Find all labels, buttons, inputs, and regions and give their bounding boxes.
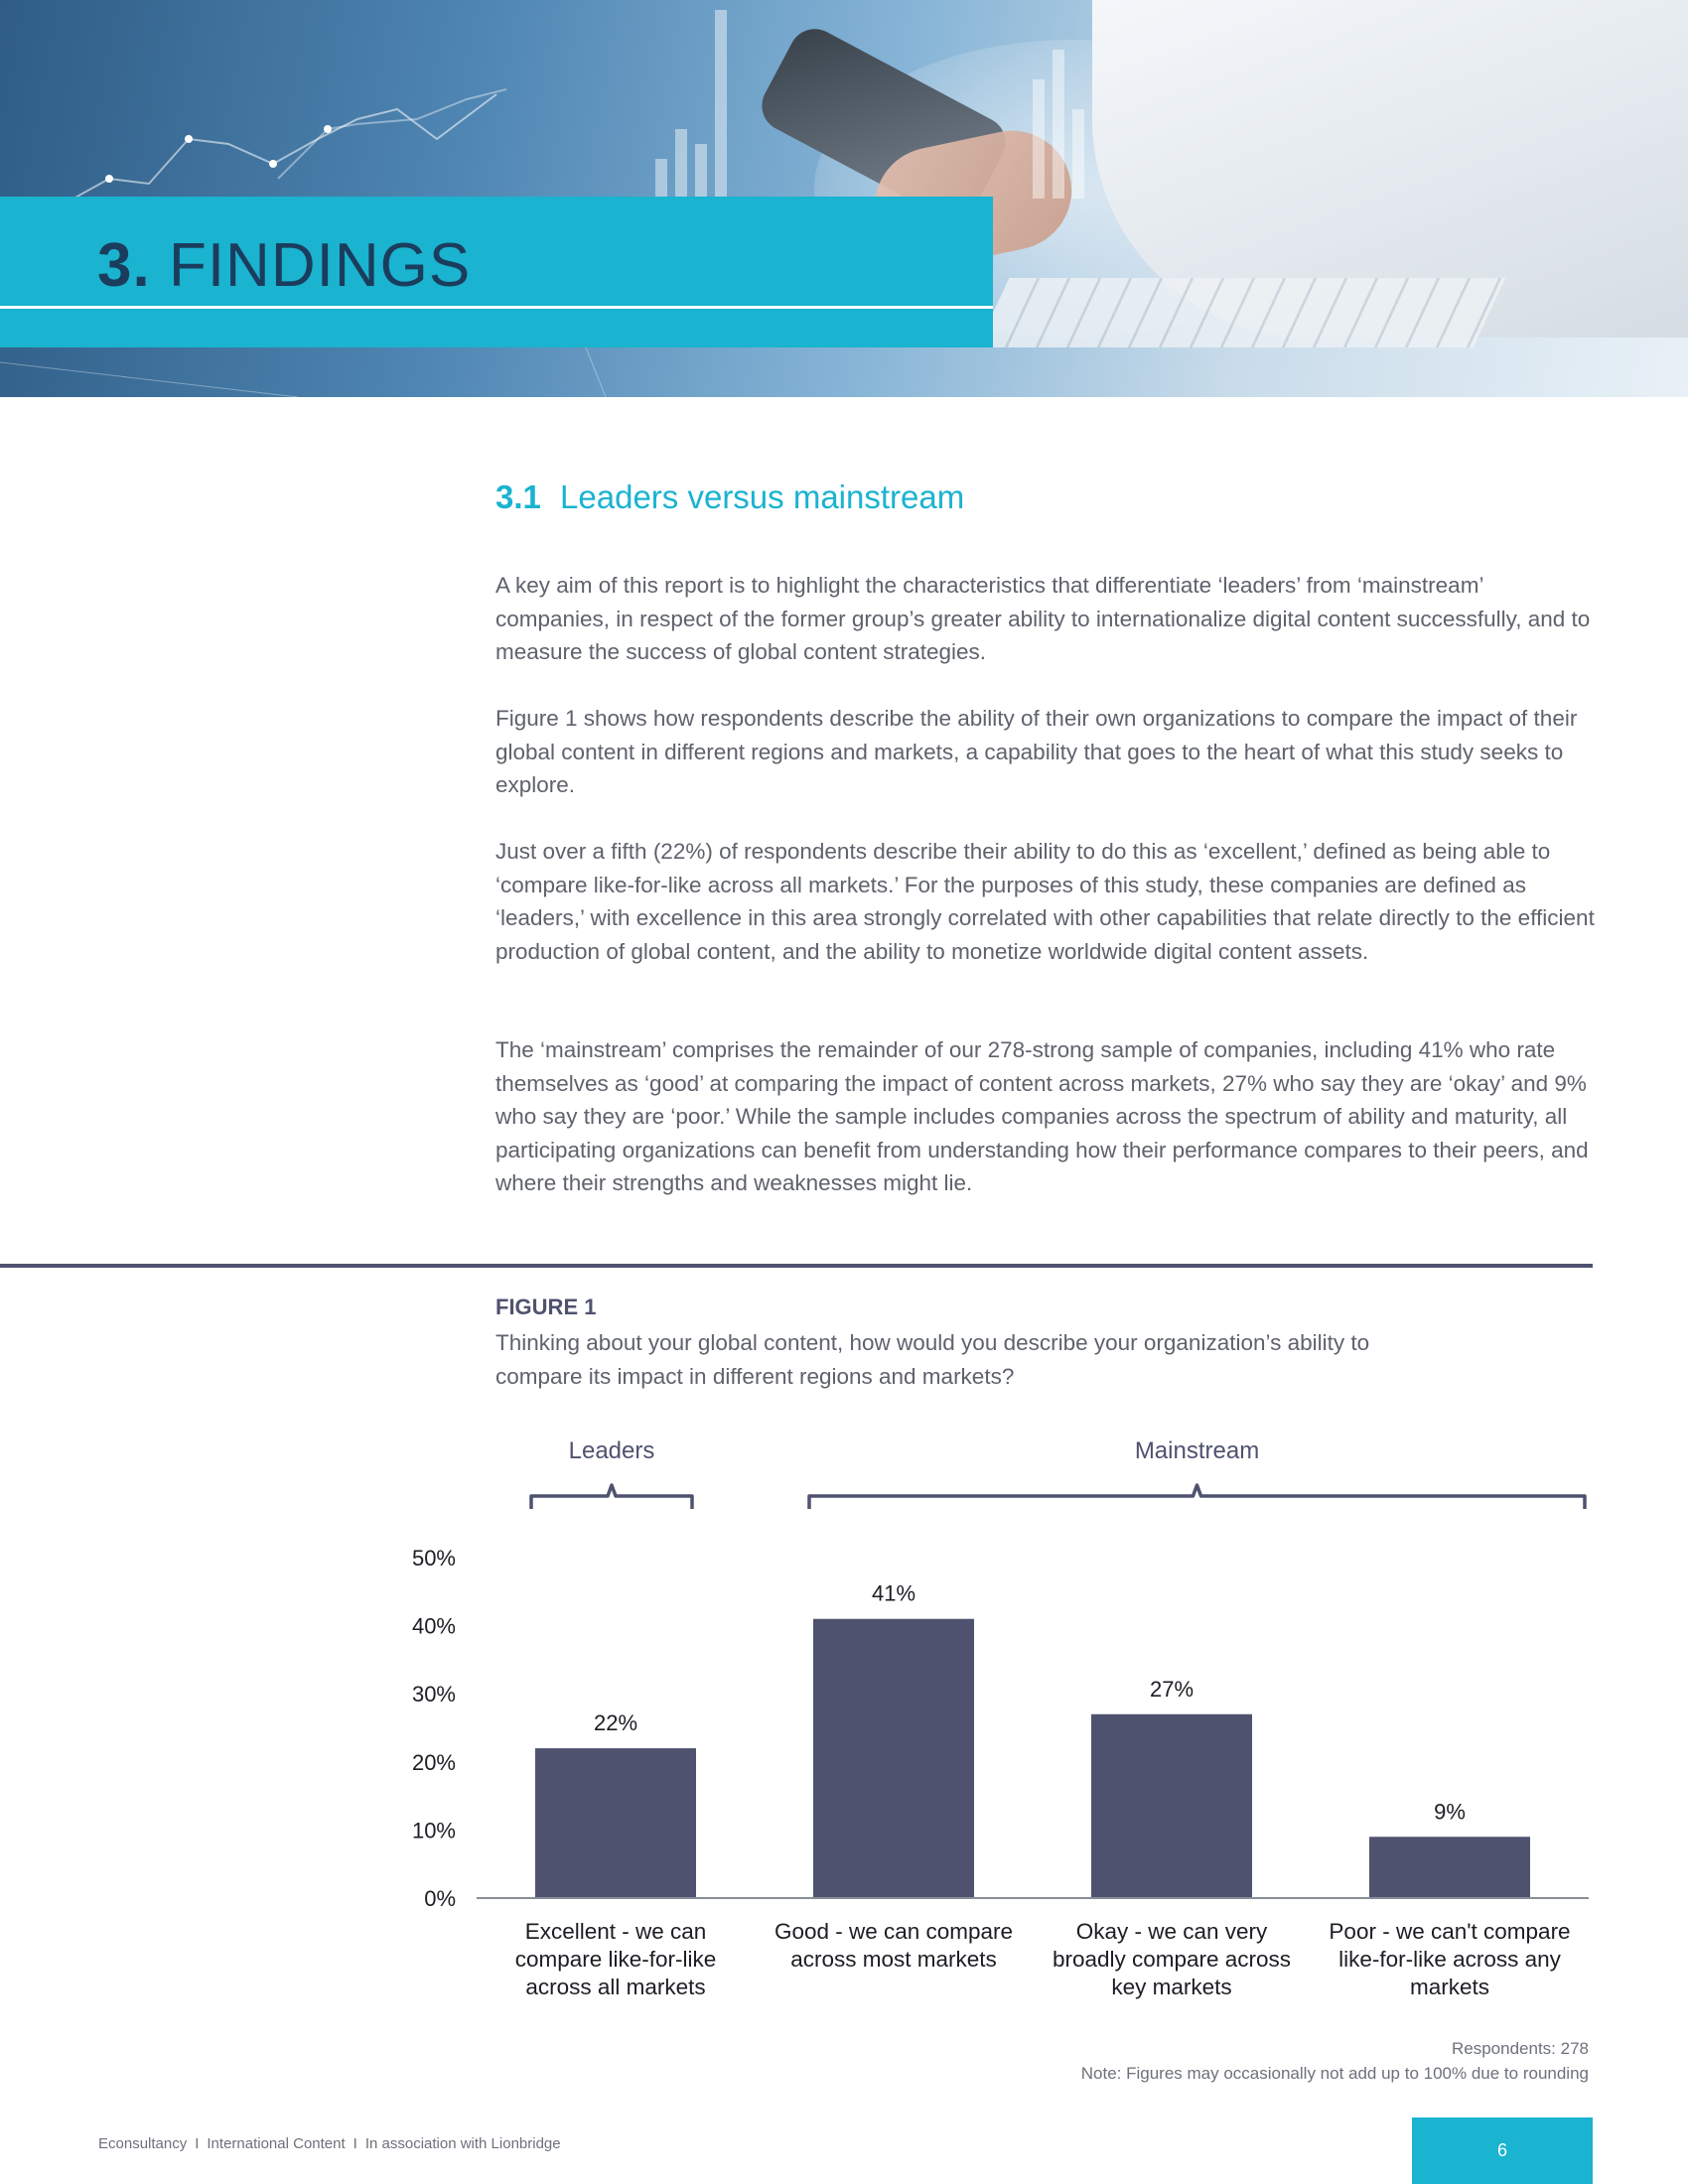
body-paragraph: The ‘mainstream’ comprises the remainder of our 278-strong sample of companies, including 41% who rate themselves as ‘good’ at comparing the impact of content across markets, 27% who say they are ‘okay’ and 9% who say they are ‘poor.’ While the sample includes companies across the spectrum of ability and maturity, all participating organizations can benefit from understanding how their performance compares to their peers, and where their strengths and weaknesses might lie. [495,1037,1589,1195]
category-label: Good - we can compare across most markets [774,1919,1014,1972]
y-tick-label: 20% [411,1749,456,1775]
subsection-number: 3.1 [495,478,541,515]
bar [1369,1837,1530,1898]
rounding-note: Note: Figures may occasionally not add up to 100% due to rounding [1080,2064,1589,2083]
y-tick-label: 10% [411,1818,456,1843]
y-tick-label: 30% [411,1682,456,1707]
body-paragraph: Figure 1 shows how respondents describe the ability of their own organizations to compare the impact of their global content in different regions and markets, a capability that goes to the heart of what this study seeks to explore. [495,706,1578,797]
y-tick-label: 0% [424,1886,456,1911]
footer [98,2135,561,2152]
section-title-text: FINDINGS [168,231,472,300]
footer-separator: I [195,2135,200,2152]
bar-value-label: 22% [593,1710,638,1736]
page-number: 6 [1496,2140,1507,2160]
footer-publisher: Econsultancy [98,2135,188,2152]
respondents-note: Respondents: 278 [1452,2039,1589,2058]
figure-question: Thinking about your global content, how would you describe your organization’s ability to compare its impact in different regions and markets? [495,1330,1370,1389]
y-tick-label: 40% [411,1613,456,1639]
bar-value-label: 9% [1434,1799,1466,1825]
y-tick-label: 50% [411,1546,456,1570]
group-label: Mainstream [1134,1437,1260,1464]
bar-value-label: 27% [1149,1676,1195,1702]
footer-partner: In association with Lionbridge [364,2135,561,2152]
footer-separator: I [352,2135,357,2152]
category-label: Poor - we can't compare like-for-like across any markets [1329,1919,1571,1999]
section-number: 3. [97,231,151,300]
group-label: Leaders [568,1437,655,1464]
subsection-title: Leaders versus mainstream [560,478,965,515]
bar [535,1748,696,1898]
body-paragraph: Just over a fifth (22%) of respondents describe their ability to do this as ‘excellent,’ defined as being able to ‘compare like-for-like across all markets.’ For the purposes of this study, these companies are defined as ‘leaders,’ with excellence in this area strongly correlated with other capabilities that relate directly to the efficient production of global content, and the ability to monetize worldwide digital content assets. [495,839,1595,964]
category-label: Excellent - we can compare like-for-like across all markets [514,1919,717,1999]
bar [1091,1714,1252,1898]
group-bracket [531,1485,692,1509]
category-label: Okay - we can very broadly compare across key markets [1052,1919,1292,1999]
page-number-box [1412,2117,1593,2184]
bar-value-label: 41% [871,1580,916,1606]
footer-report-name: International Content [207,2135,346,2152]
figure-label: FIGURE 1 [495,1295,597,1319]
bar [813,1619,974,1898]
group-bracket [809,1485,1585,1509]
body-paragraph: A key aim of this report is to highlight the characteristics that differentiate ‘leaders’ from ‘mainstream’ companies, in respect of the former group’s greater ability to internationalize digital content successfully, and to measure the success of global content strategies. [495,573,1591,664]
